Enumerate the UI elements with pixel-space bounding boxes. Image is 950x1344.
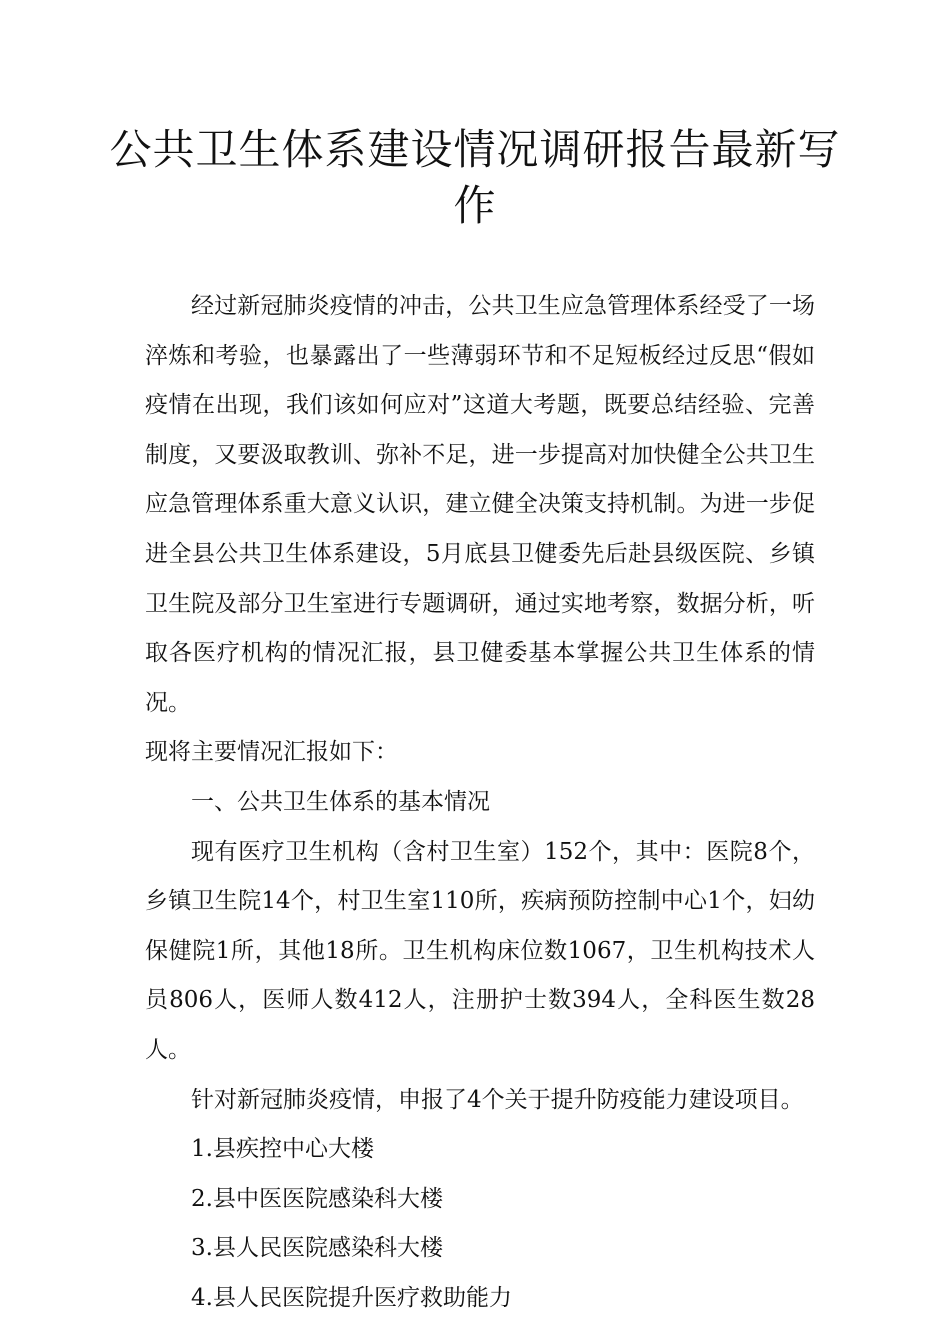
section-body-paragraph: 现有医疗卫生机构（含村卫生室）152个，其中：医院8个，乡镇卫生院14个，村卫生室110所，疾病预防控制中心1个，妇幼保健院1所，其他18所。卫生机构床位数1067，卫生机构技术人员806人，医师人数412人，注册护士数394人，全科医生数28人。 [145, 838, 815, 1063]
project-list-item-3: 3.县人民医院感染科大楼 [191, 1235, 443, 1262]
title-line-1: 公共卫生体系建设情况调研报告最新写 [109, 125, 841, 174]
intro-tail-paragraph: 现将主要情况汇报如下： [145, 739, 398, 766]
document-title [0, 122, 950, 234]
project-list-item-4: 4.县人民医院提升医疗救助能力 [191, 1284, 512, 1311]
section-heading: 一、公共卫生体系的基本情况 [191, 788, 490, 815]
project-list-item-1: 1.县疾控中心大楼 [191, 1136, 374, 1163]
project-list-item-2: 2.县中医医院感染科大楼 [191, 1185, 443, 1212]
title-line-2: 作 [453, 181, 497, 230]
intro-paragraph: 经过新冠肺炎疫情的冲击，公共卫生应急管理体系经受了一场淬炼和考验，也暴露出了一些薄弱环节和不足短板经过反思“假如疫情在出现，我们该如何应对”这道大考题，既要总结经验、完善制度，又要汲取教训、弥补不足，进一步提高对加快健全公共卫生应急管理体系重大意义认识，建立健全决策支持机制。为进一步促进全县公共卫生体系建设，5月底县卫健委先后赴县级医院、乡镇卫生院及部分卫生室进行专题调研，通过实地考察，数据分析，听取各医疗机构的情况汇报，县卫健委基本掌握公共卫生体系的情况。 [145, 293, 815, 716]
document-body [145, 282, 815, 1323]
projects-intro-paragraph: 针对新冠肺炎疫情，申报了4个关于提升防疫能力建设项目。 [191, 1086, 804, 1113]
